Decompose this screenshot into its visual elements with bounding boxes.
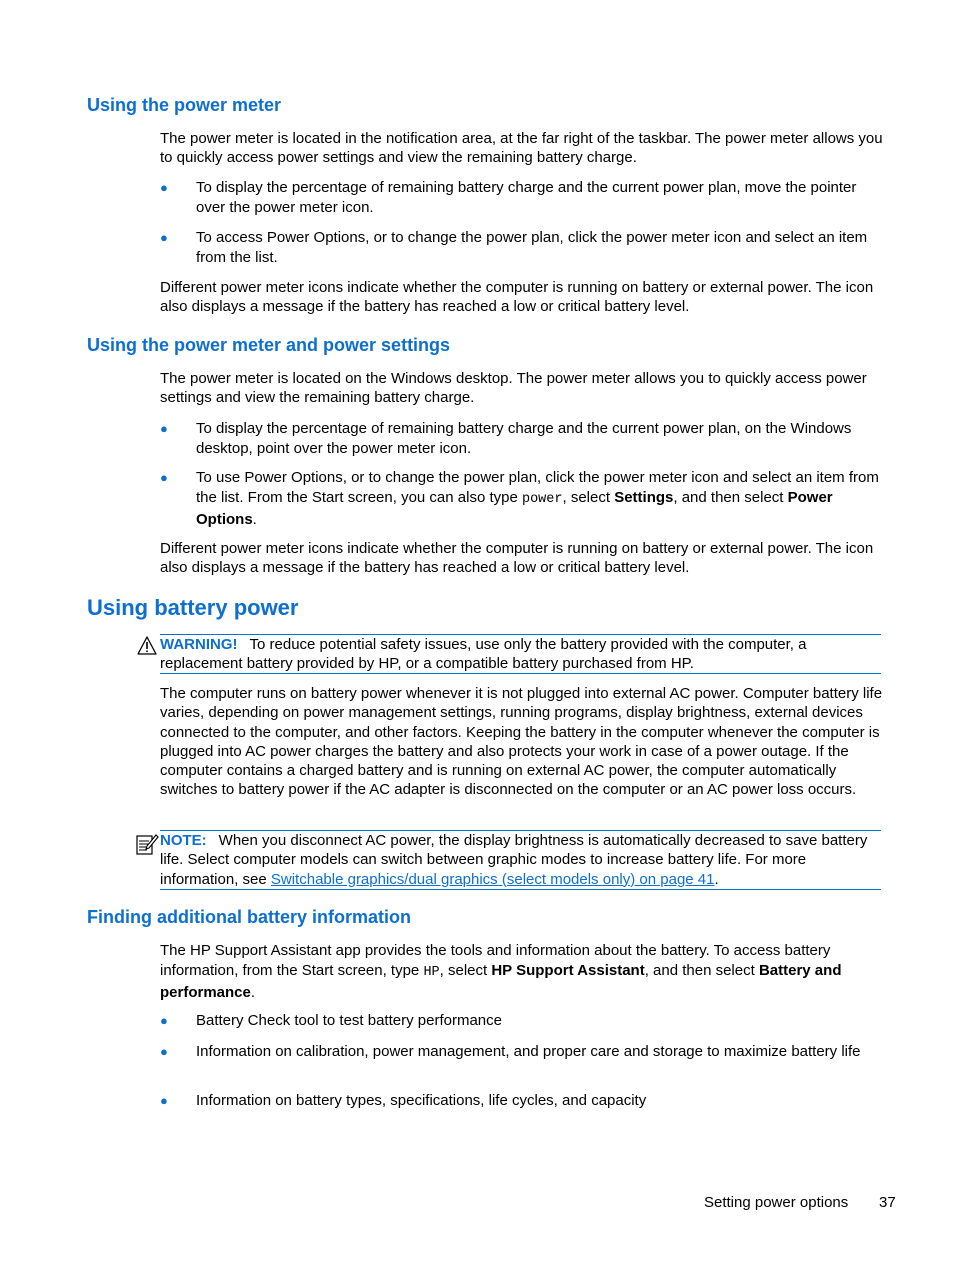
- list-item: [160, 1011, 885, 1031]
- paragraph-power-meter-icons-2: Different power meter icons indicate whether the computer is running on battery or external power. The icon also displays a message if the battery has reached a low or critical battery level.: [160, 540, 874, 577]
- list-item: [160, 468, 885, 530]
- heading-using-battery-power: Using battery power: [87, 595, 299, 620]
- note-label: NOTE:: [160, 832, 207, 849]
- code-power: power: [521, 492, 563, 507]
- note-text: When you disconnect AC power, the display brightness is automatically decreased to save battery life. Select computer models can switch between graphic modes to increase battery life. For more information, see: [160, 832, 868, 888]
- list-item: [160, 419, 885, 458]
- paragraph-battery-body: The computer runs on battery power whenever it is not plugged into external AC power. Computer battery life varies, depending on power management settings, running programs, display brightness, external devices connected to the computer, and other factors. Keeping the battery in the computer whenever the computer is plugged into AC power charges the battery and also protects your work in case of a power outage. If the computer contains a charged battery and is running on external AC power, the computer automatically switches to battery power if the AC adapter is disconnected on the computer or an AC power loss occurs.: [160, 685, 883, 799]
- code-hp: HP: [423, 965, 440, 980]
- bullet-icon: ●: [160, 470, 168, 485]
- heading-using-power-meter: Using the power meter: [87, 95, 282, 115]
- page-number: 37: [879, 1194, 896, 1211]
- warning-label: WARNING!: [160, 636, 238, 653]
- note-pad-icon: [135, 832, 159, 861]
- warning-callout: [160, 634, 881, 674]
- bold-battery-performance: Battery and performance: [160, 962, 842, 1001]
- bold-power-options: Power Options: [196, 489, 833, 528]
- switchable-graphics-link[interactable]: Switchable graphics/dual graphics (select models only) on page 41: [270, 870, 715, 888]
- paragraph-power-settings-intro: The power meter is located on the Windows desktop. The power meter allows you to quickly access power settings and view the remaining battery charge.: [160, 370, 867, 407]
- bold-settings: Settings: [614, 489, 674, 506]
- list-item-text: Battery Check tool to test battery performance: [196, 1012, 502, 1029]
- list-item: [160, 178, 885, 217]
- paragraph-power-meter-icons: Different power meter icons indicate whether the computer is running on battery or external power. The icon also displays a message if the battery has reached a low or critical battery level.: [160, 279, 874, 316]
- list-item: [160, 1042, 885, 1062]
- list-item-text: To use Power Options, or to change the power plan, click the power meter icon and select an item from the list. From the Start screen, you can also type power, select Settings, and then select Power Options.: [196, 469, 879, 528]
- warning-text: To reduce potential safety issues, use only the battery provided with the computer, a replacement battery provided by HP, or a compatible battery purchased from HP.: [160, 636, 807, 673]
- paragraph-power-meter-intro: The power meter is located in the notification area, at the far right of the taskbar. The power meter allows you to quickly access power settings and view the remaining battery charge.: [160, 130, 883, 167]
- heading-power-meter-settings: Using the power meter and power settings: [87, 335, 451, 355]
- list-item-text: To display the percentage of remaining battery charge and the current power plan, move the pointer over the power meter icon.: [196, 179, 857, 216]
- note-callout: NOTE: When you disconnect AC power, the display brightness is automatically decreased to save battery life. Select computer models can switch between graphic modes to increase battery life. For more information, see Switchable graphics/dual graphics (select models only) on page 41.: [160, 830, 881, 890]
- bold-hp-support-assistant: HP Support Assistant: [491, 962, 645, 979]
- bullet-icon: ●: [160, 180, 168, 195]
- footer-section-title: Setting power options: [704, 1194, 849, 1211]
- paragraph-support-assistant: The HP Support Assistant app provides the tools and information about the battery. To access battery information, from the Start screen, type HP, select HP Support Assistant, and then select Battery and performance.: [160, 942, 842, 1001]
- bullet-icon: ●: [160, 421, 168, 436]
- heading-finding-battery-info: Finding additional battery information: [87, 907, 411, 927]
- list-item-text: To access Power Options, or to change the power plan, click the power meter icon and select an item from the list.: [196, 229, 868, 266]
- bullet-icon: ●: [160, 230, 168, 245]
- list-item-text: Information on battery types, specifications, life cycles, and capacity: [196, 1092, 647, 1109]
- list-item: [160, 1091, 885, 1111]
- bullet-icon: ●: [160, 1013, 168, 1028]
- list-item-text: To display the percentage of remaining battery charge and the current power plan, on the Windows desktop, point over the power meter icon.: [196, 420, 852, 457]
- list-item-text: Information on calibration, power management, and proper care and storage to maximize battery life: [196, 1043, 861, 1060]
- bullet-icon: ●: [160, 1093, 168, 1108]
- warning-triangle-icon: [137, 636, 157, 660]
- bullet-icon: ●: [160, 1044, 168, 1059]
- list-item: [160, 228, 885, 267]
